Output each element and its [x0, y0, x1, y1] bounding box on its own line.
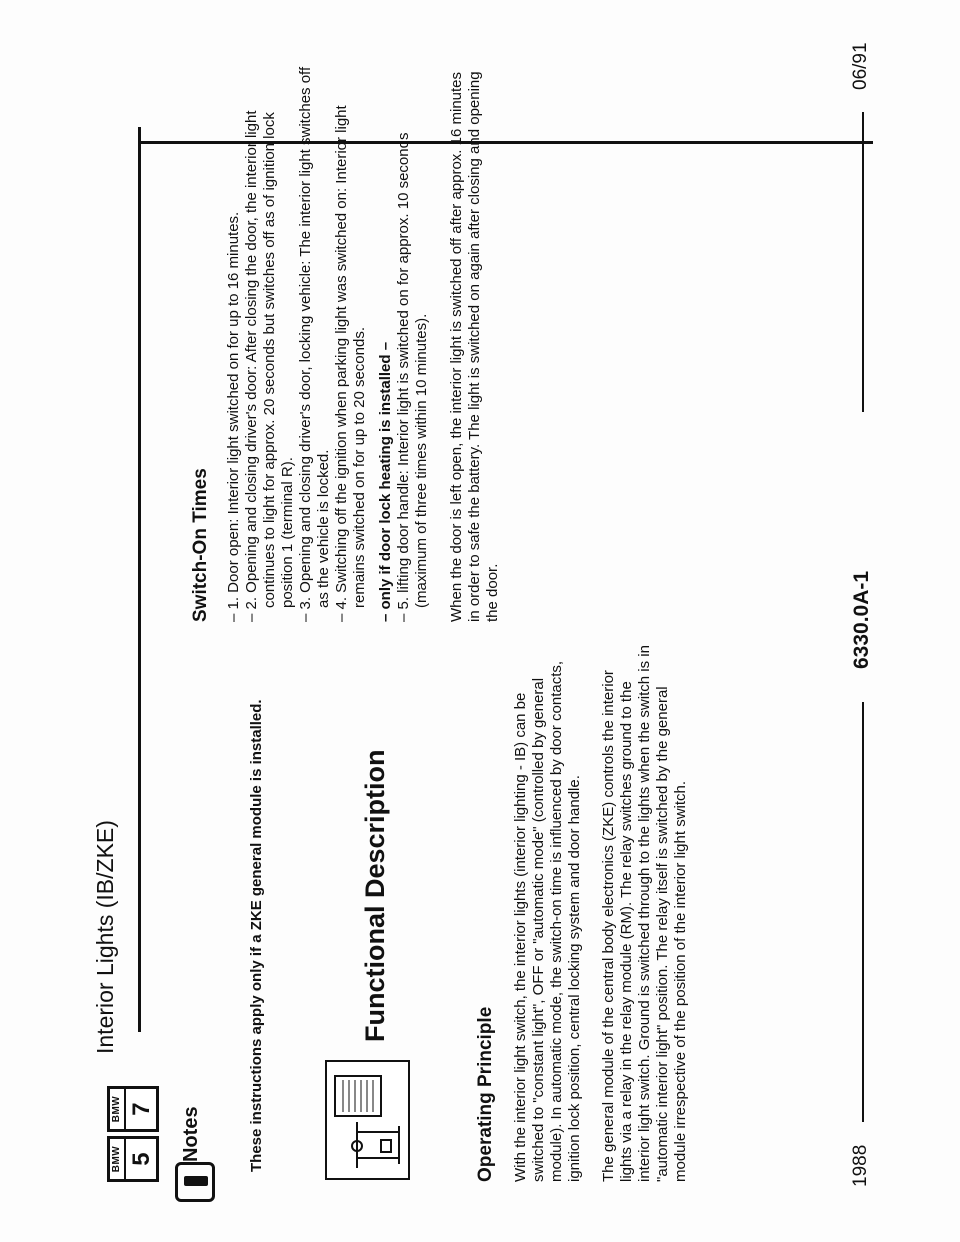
header-rule-right	[862, 702, 864, 1122]
bmw-logo-7	[107, 1086, 159, 1132]
list-item: – 3. Opening and closing driver's door, locking vehicle: The interior light switches off as the vehicle is locked.	[297, 66, 332, 622]
paragraph: With the interior light switch, the interior lights (interior lighting - IB) can be switched to "constant light", OFF or "automatic mode" (controlled by general module). In automatic mode, the switch-on time is influenced by door contacts, ignition lock position, central locking system and door handle.	[512, 660, 583, 1182]
switch-on-times-heading: Switch-On Times	[190, 468, 211, 622]
bmw-logo-number: 5	[128, 1152, 155, 1166]
page-title: Interior Lights (IB/ZKE)	[92, 820, 118, 1054]
operating-principle-para2	[600, 642, 690, 1182]
header-date: 06/91	[850, 42, 871, 90]
operating-principle-heading: Operating Principle	[475, 1006, 496, 1182]
bmw-logo-5	[107, 1136, 159, 1182]
conditional-subheading: – only if door lock heating is installed –	[377, 341, 394, 622]
bmw-logo-text: BMW	[110, 1089, 126, 1129]
functional-description-heading: Functional Description	[360, 749, 390, 1042]
switch-on-times-list	[225, 62, 431, 622]
bmw-logo-number: 7	[128, 1102, 155, 1116]
header-year: 1988	[850, 1144, 871, 1187]
header-rule-left	[862, 112, 864, 412]
list-item: – 2. Opening and closing driver's door: After closing the door, the interior light continues to light for approx. 20 seconds but switches off as of ignition lock position 1 (terminal R).	[243, 110, 296, 622]
list-item: – 5. lifting door handle: Interior light is switched on for approx. 10 seconds (maximum of three times within 10 minutes).	[395, 132, 430, 622]
circuit-diagram-icon	[325, 1060, 410, 1180]
title-rule	[138, 127, 141, 1032]
header-doc-number: 6330.0A-1	[850, 570, 873, 669]
bmw-logo-text: BMW	[110, 1139, 126, 1179]
paragraph: When the door is left open, the interior light is switched off after approx. 16 minutes in order to safe the battery. The light is switched on again after closing and opening the door.	[448, 71, 501, 622]
notes-heading: Notes	[180, 1106, 202, 1162]
info-icon	[175, 1162, 215, 1202]
paragraph: The general module of the central body electronics (ZKE) controls the interior lights via a relay in the relay module (RM). The relay switches ground to the interior light switch. Ground is switched through to the lights when the switch is in "automatic interior light" position. The relay itself is switched by the general module irrespective of the position of the interior light switch.	[600, 645, 689, 1182]
notes-text: These instructions apply only if a ZKE general module is installed.	[248, 699, 265, 1172]
list-item: – 1. Door open: Interior light switched on for up to 16 minutes.	[225, 211, 242, 622]
circuit-icon	[327, 1062, 408, 1178]
switch-on-times-closing	[448, 62, 502, 622]
list-item: – 4. Switching off the ignition when parking light was switched on: Interior light remains switched on for up to 20 seconds.	[333, 105, 368, 622]
operating-principle-para1	[512, 642, 584, 1182]
